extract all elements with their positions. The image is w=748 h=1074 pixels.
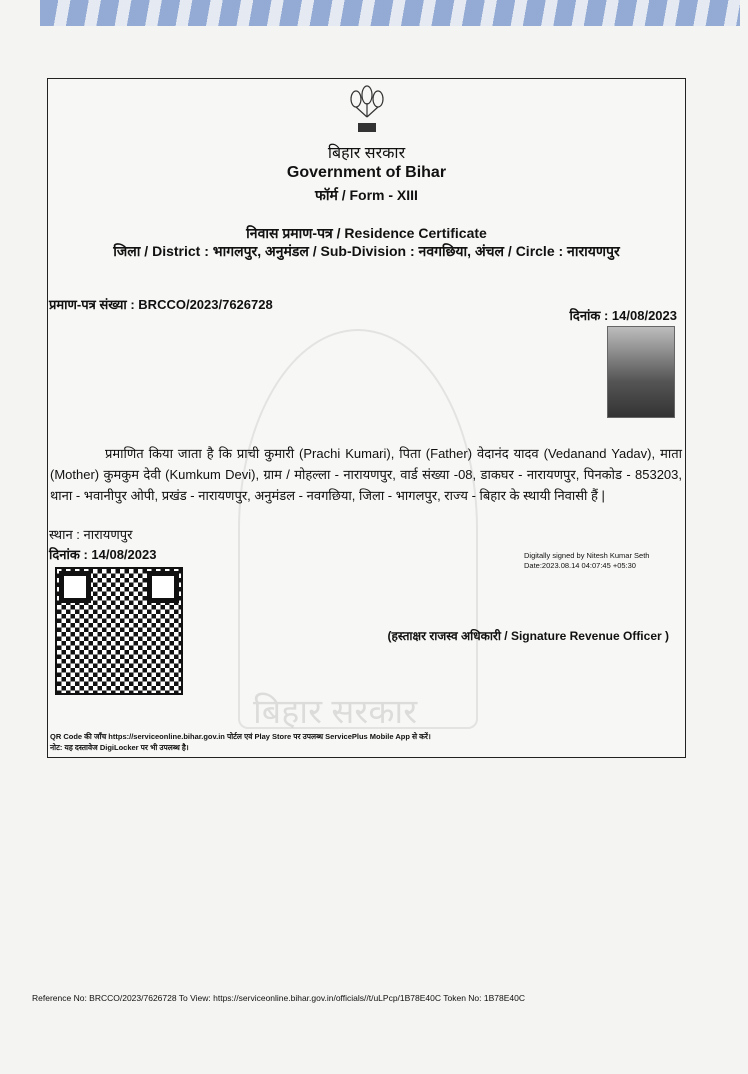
date-bottom: दिनांक : 14/08/2023: [49, 547, 157, 562]
digilocker-note: नोट: यह दस्तावेज DigiLocker पर भी उपलब्ध है।: [50, 743, 189, 752]
govt-hindi: बिहार सरकार: [327, 145, 406, 162]
watermark-text: बिहार सरकार: [253, 693, 418, 731]
qr-code: [55, 567, 183, 695]
place: स्थान : नारायणपुर: [49, 527, 133, 542]
form-number: फॉर्म / Form - XIII: [315, 187, 418, 203]
certificate-body: प्रमाणित किया जाता है कि प्राची कुमारी (Prachi Kumari), पिता (Father) वेदानंद यादव (Vedanand Yadav), माता (Mother) कुमकुम देवी (Kumkum Devi), ग्राम / मोहल्ला - नारायणपुर, वार्ड संख्या -08, डाकघर - नारायणपुर, पिनकोड - 853203, थाना - भवानीपुर ओपी, प्रखंड - नारायणपुर, अनुमंडल - नवगछिया, जिला - भागलपुर, राज्य - बिहार के स्थायी निवासी हैं |: [50, 446, 682, 503]
digital-signature: [524, 551, 649, 571]
watermark-emblem: [238, 329, 478, 729]
bihar-emblem-icon: [344, 83, 390, 135]
reference-line: Reference No: BRCCO/2023/7626728 To View: https://serviceonline.bihar.gov.in/officials//t/uLPcp/1B78E40C Token No: 1B78E40C: [32, 993, 525, 1003]
digital-sign-date: Date:2023.08.14 04:07:45 +05:30: [524, 561, 636, 570]
footer-notes: [50, 731, 431, 753]
certificate-number: प्रमाण-पत्र संख्या : BRCCO/2023/7626728: [49, 297, 273, 312]
digital-sign-line: Digitally signed by Nitesh Kumar Seth: [524, 551, 650, 560]
qr-verify-note: QR Code की जाँच https://serviceonline.bihar.gov.in पोर्टल एवं Play Store पर उपलब्ध ServicePlus Mobile App से करें।: [50, 732, 431, 741]
residence-certificate: [47, 78, 686, 758]
signature-label: (हस्ताक्षर राजस्व अधिकारी / Signature Revenue Officer ): [387, 629, 669, 643]
govt-english: Government of Bihar: [286, 164, 447, 181]
applicant-photo: [607, 326, 675, 418]
certificate-title: निवास प्रमाण-पत्र / Residence Certificate: [246, 225, 487, 241]
scan-edge-band: [40, 0, 740, 26]
location-line: जिला / District : भागलपुर, अनुमंडल / Sub-Division : नवगछिया, अंचल / Circle : नारायणपुर: [113, 243, 620, 259]
date-top: दिनांक : 14/08/2023: [569, 308, 677, 323]
